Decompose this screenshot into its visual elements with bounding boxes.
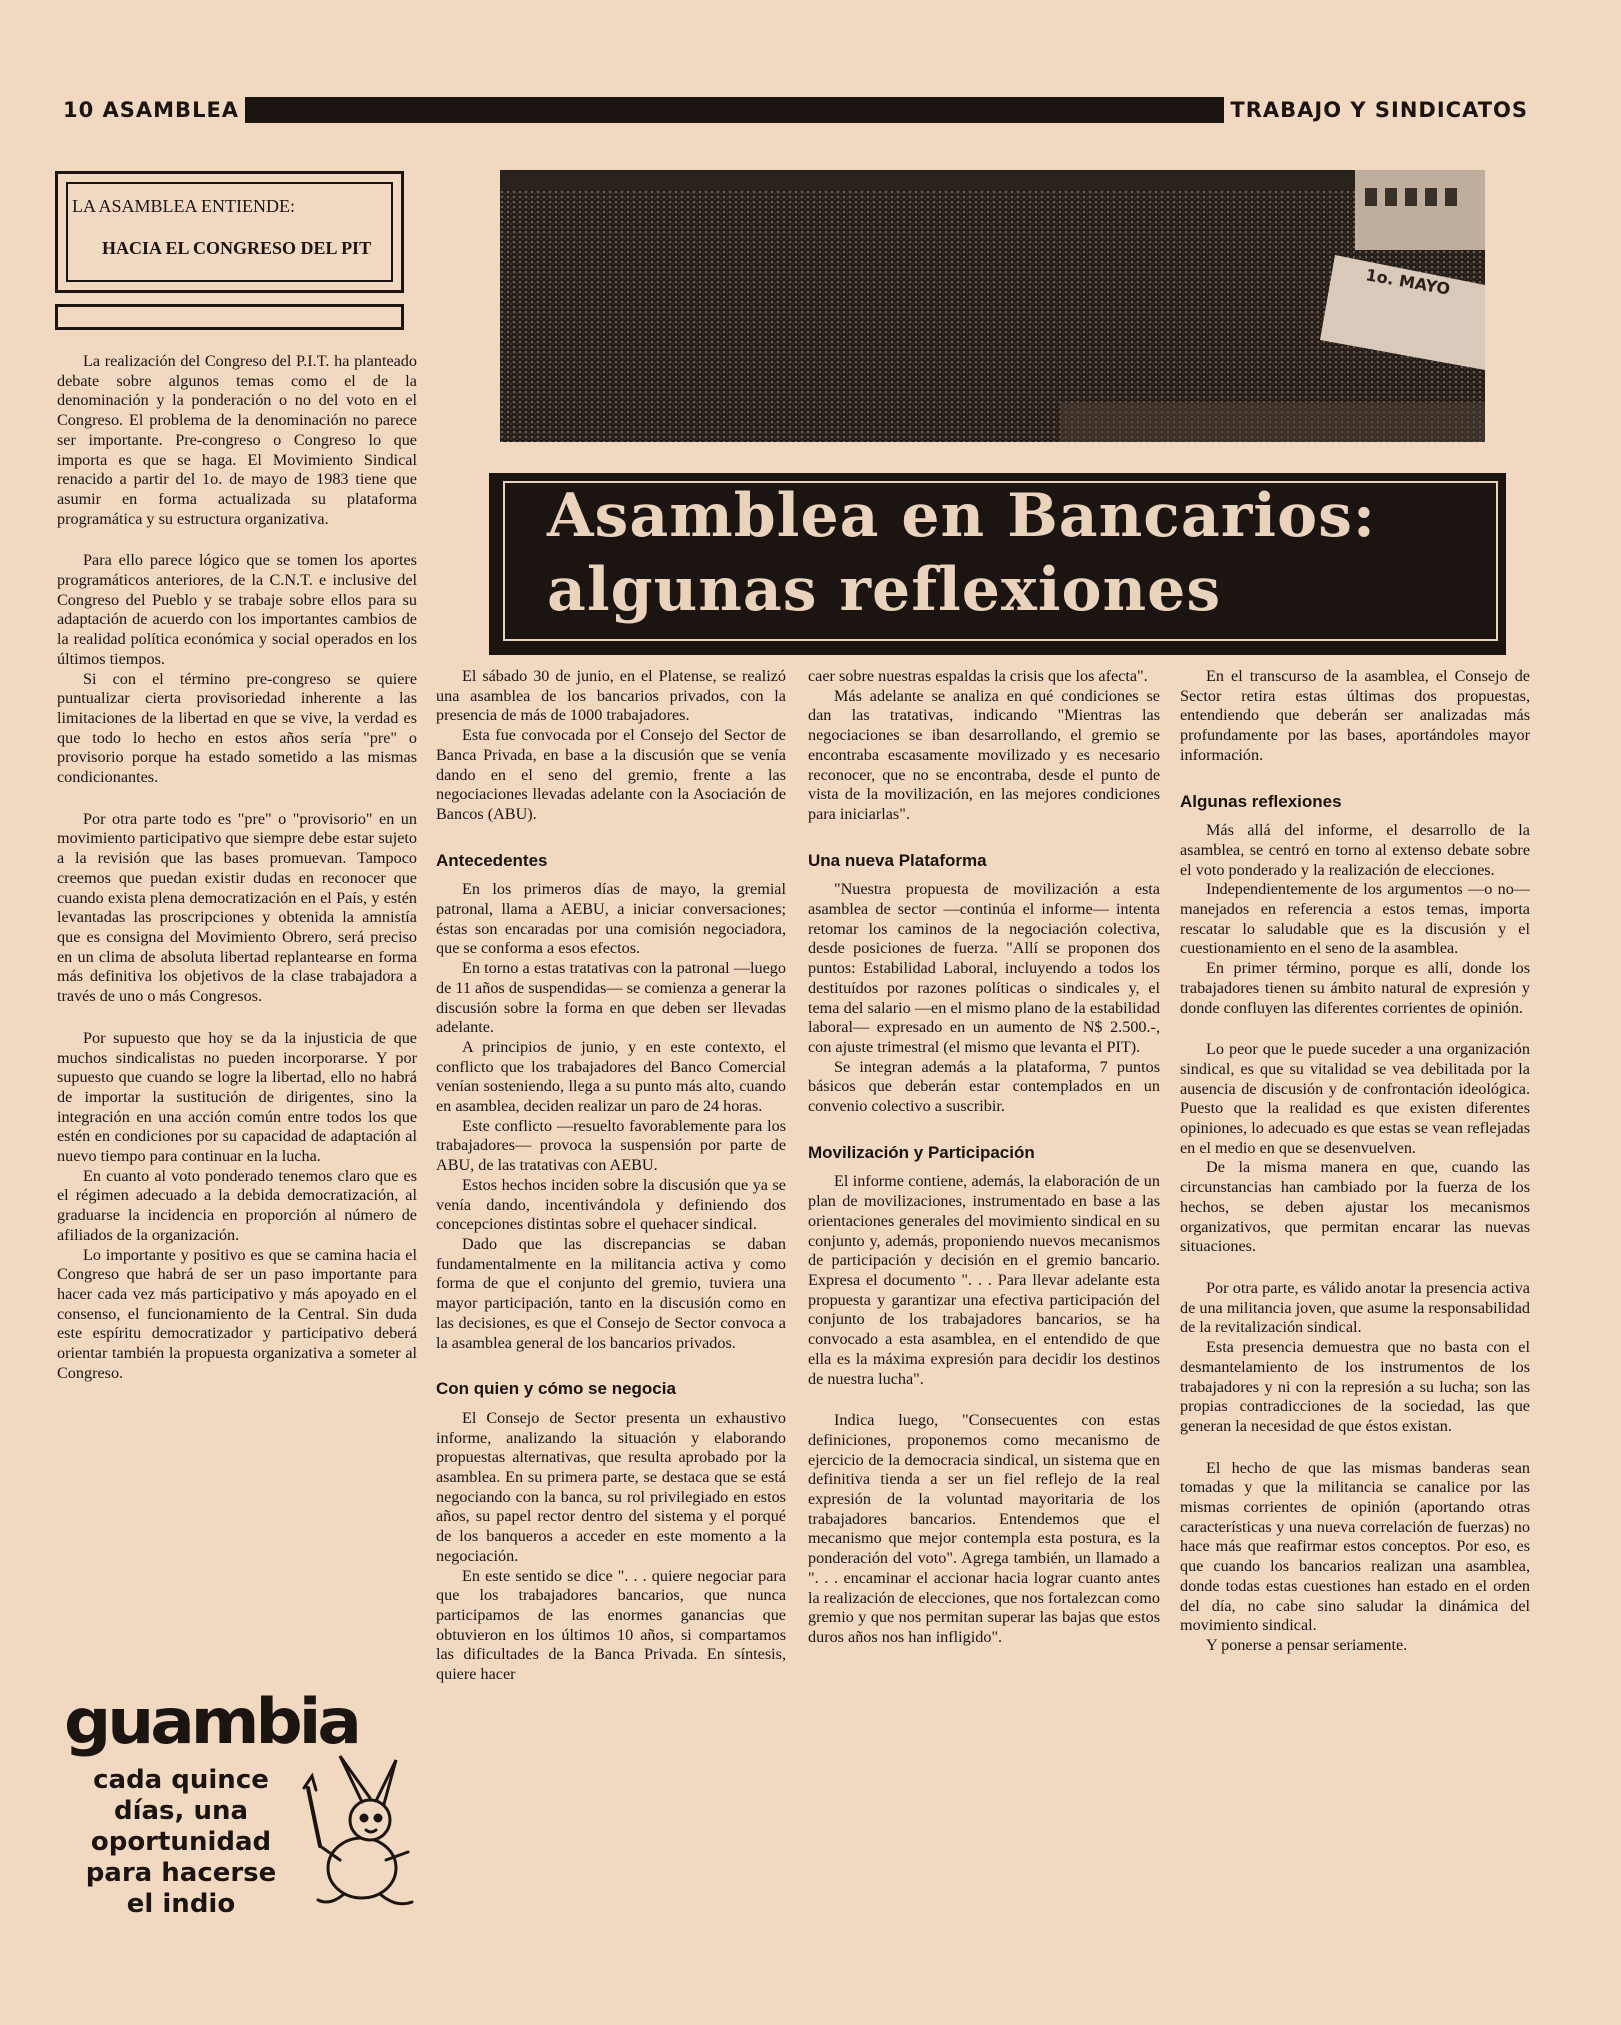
ad-line: el indio xyxy=(126,1889,236,1919)
ad-line: días, una xyxy=(113,1796,249,1826)
article-paragraph: caer sobre nuestras espaldas la crisis que los afecta". xyxy=(808,667,1148,685)
article-paragraph: El sábado 30 de junio, en el Platense, se realizó una asamblea de los bancarios privados, con la presencia de más de 1000 trabajadores. xyxy=(436,667,786,725)
page-section-label: 10 ASAMBLEA xyxy=(57,97,245,123)
sidebar-paragraph: Por supuesto que hoy se da la injusticia de que muchos sindicalistas no pueden incorporarse. Y por supuesto que cuando se logre la libertad, ello no habrá de importar la sustitución de dirigentes, sino la integración en una acción común entre todos los que estén en condiciones por su capacidad de adaptación al nuevo tiempo para continuar en la lucha. xyxy=(57,1028,417,1166)
article-paragraph: Este conflicto —resuelto favorablemente para los trabajadores— provoca la suspensión por parte de ABU, de las tratativas con AEBU. xyxy=(436,1116,786,1175)
article-paragraph: En los primeros días de mayo, la gremial patronal, llama a AEBU, a iniciar conversaciones; éstas son encaradas por una comisión negociadora, que se conforma a esos efectos. xyxy=(436,880,786,958)
article-subheading: Con quien y cómo se negocia xyxy=(436,1379,676,1399)
article-paragraph: Estos hechos inciden sobre la discusión que ya se venía dando, incentivándola y definiendo dos concepciones distintas sobre el quehacer sindical. xyxy=(436,1175,786,1234)
article-paragraph: Más allá del informe, el desarrollo de la asamblea, se centró en torno al extenso debate sobre el voto ponderado y la realización de elecciones. xyxy=(1180,821,1530,879)
sidebar-title-box xyxy=(55,171,404,293)
sidebar-title: HACIA EL CONGRESO DEL PIT xyxy=(102,238,372,258)
article-subheading: Movilización y Participación xyxy=(808,1142,1035,1162)
ad-line: oportunidad xyxy=(90,1827,272,1857)
article-paragraph: Esta fue convocada por el Consejo del Sector de Banca Privada, en base a la discusión que se venía dando en el seno del gremio, frente a las negociaciones llevadas adelante con la Asociación de Bancos (ABU). xyxy=(436,726,786,823)
article-column-2 xyxy=(808,667,1160,1648)
sidebar-kicker: LA ASAMBLEA ENTIENDE: xyxy=(72,196,295,216)
article-paragraph: En el transcurso de la asamblea, el Consejo de Sector retira estas últimas dos propuestas, entendiendo que deberán ser analizadas más profundamente por las bases, aportándoles mayor información. xyxy=(1180,667,1530,764)
sidebar-underline-box xyxy=(55,304,404,330)
sidebar-paragraph: Para ello parece lógico que se tomen los aportes programáticos anteriores, de la C.N.T. e inclusive del Congreso del Pueblo y se trabaje sobre ellos para su adaptación de acuerdo con los importantes cambios de la realidad política económica y social operados en los últimos tiempos. xyxy=(57,551,417,668)
article-paragraph: De la misma manera en que, cuando las circunstancias han cambiado por la fuerza de los hechos, se deben ajustar los mecanismos organizativos, que permitan encarar las nuevas situaciones. xyxy=(1180,1158,1530,1256)
article-title-line2: algunas reflexiones xyxy=(547,555,1222,625)
sidebar-paragraph: La realización del Congreso del P.I.T. ha planteado debate sobre algunos temas como el de la denominación y la ponderación o no del voto en el Congreso. El problema de la denominación no parece ser importante. Pre-congreso o Congreso lo que importa es que se haga. El Movimiento Sindical renacido a partir del 1o. de mayo de 1983 tiene que asumir en forma actualizada su plataforma programática y su estructura organizativa. xyxy=(57,352,417,528)
article-subheading: Antecedentes xyxy=(436,850,548,870)
article-paragraph: El informe contiene, además, la elaboración de un plan de movilizaciones, instrumentado en base a las orientaciones generales del movimiento sindical en su conjunto y, además, proponiendo nuevos mecanismos de participación y decisión en el gremio bancario. Expresa el documento ". . . Para llevar adelante esta propuesta y garantizar una efectiva participación del conjunto de los trabajadores bancarios, se ha convocado a esta asamblea, en el entendido de que ella es la máxima expresión para decidir los destinos de nuestra lucha". xyxy=(808,1172,1160,1388)
section-label: TRABAJO Y SINDICATOS xyxy=(1224,97,1534,123)
sidebar-paragraph: En cuanto al voto ponderado tenemos claro que es el régimen adecuado a la debida democratización, al graduarse la incidencia en proporción al número de afiliados de la organización. xyxy=(57,1166,417,1244)
photo-banner-text: 1o. MAYO xyxy=(1364,265,1452,299)
article-title-line1: Asamblea en Bancarios: xyxy=(547,481,1377,551)
sidebar-paragraph: Por otra parte todo es "pre" o "provisorio" en un movimiento participativo que siempre debe estar sujeto a la revisión que las bases promuevan. Tampoco creemos que puedan existir dudas en reconocer que cuando exista plena democratización en el País, y estén levantadas las proscripciones y obtenida la amnistía que es consigna del Movimiento Obrero, será preciso en un clima de absoluta libertad replantearse en forma más definitiva los objetivos de la clase trabajadora a través de uno o más Congresos. xyxy=(57,809,417,1006)
article-paragraph: En este sentido se dice ". . . quiere negociar para que los trabajadores bancarios, que nunca participamos de las enormes ganancias que obtuvieron en los últimos 10 años, si compartamos las dificultades de la Banca Privada. En síntesis, quiere hacer xyxy=(436,1566,786,1684)
article-paragraph: Lo peor que le puede suceder a una organización sindical, es que su vitalidad se vea debilitada por la ausencia de discusión y de confrontación ideológica. Puesto que la realidad es que existen diferentes opiniones, lo adecuado es que estas se vean reflejadas en el medio en que se desenvuelven. xyxy=(1180,1040,1530,1157)
article-paragraph: En primer término, porque es allí, donde los trabajadores tienen su ámbito natural de expresión y donde confluyen las diferentes corrientes de opinión. xyxy=(1180,959,1530,1017)
article-column-3 xyxy=(1180,667,1530,1656)
sidebar-paragraph: Lo importante y positivo es que se camina hacia el Congreso que habrá de ser un paso importante para hacer cada vez más participativo y más apoyado en el consenso, el funcionamiento de la Central. Sin duda este espíritu democratizador y participativo deberá orientar también la propuesta organizativa a someter al Congreso. xyxy=(57,1245,417,1382)
article-paragraph: "Nuestra propuesta de movilización a esta asamblea de sector —continúa el informe— intenta retomar los caminos de la negociación colectiva, desde posiciones de fuerza. "Allí se proponen dos puntos: Estabilidad Laboral, incluyendo a todos los destituídos por razones políticas o sindicales y, el tema del salario —en el mismo plano de la estabilidad laboral— expresado en un aumento de N$ 2.500.-, con ajuste trimestral (el mismo que levanta el PIT). xyxy=(808,880,1160,1056)
article-subheading: Una nueva Plataforma xyxy=(808,850,987,870)
article-paragraph: Y ponerse a pensar seriamente. xyxy=(1206,1635,1408,1654)
article-subheading: Algunas reflexiones xyxy=(1180,791,1342,811)
ad-logo: guambia xyxy=(64,1684,358,1759)
rabbit-illustration xyxy=(300,1748,425,1918)
article-paragraph: Más adelante se analiza en qué condiciones se dan las tratativas, indicando "Mientras las negociaciones se iban desarrollando, el gremio se encontraba escasamente movilizado y es necesario reconocer, que no se encontraba, desde el punto de vista de la movilización, en las mejores condiciones para iniciarlas". xyxy=(808,686,1160,823)
ad-line: para hacerse xyxy=(85,1858,277,1888)
sidebar-column xyxy=(57,352,417,1383)
article-paragraph: El hecho de que las mismas banderas sean tomadas y que la militancia se canalice por las mismas corrientes de opinión (aportando otras características y una nueva correlación de fuerzas) no hace más que reafirmar estos conceptos. Por eso, es que cuando los bancarios realizan una asamblea, donde todas estas cuestiones han estado en el orden del día, no cabe sino saludar la dinámica del movimiento sindical. xyxy=(1180,1458,1530,1635)
article-paragraph: A principios de junio, y en este contexto, el conflicto que los trabajadores del Banco Comercial venían sosteniendo, llega a su punto más alto, cuando en asamblea, deciden realizar un paro de 24 horas. xyxy=(436,1037,786,1116)
crowd-photo xyxy=(500,170,1485,442)
sidebar-paragraph: Si con el término pre-congreso se quiere puntualizar cierta provisoriedad inherente a las limitaciones de la libertad en que se vive, la verdad es que todo lo hecho en estos años sería "pre" o provisorio porque ha estado sometido a las mismas condicionantes. xyxy=(57,669,417,787)
article-paragraph: Se integran además a la plataforma, 7 puntos básicos que deberán estar contemplados en un convenio colectivo a suscribir. xyxy=(808,1057,1160,1116)
article-paragraph: El Consejo de Sector presenta un exhaustivo informe, analizando la situación y elaborando propuestas alternativas, que resulta aprobado por la asamblea. En su primera parte, se destaca que se está negociando con la banca, su rol privilegiado en estos años, su papel rector dentro del sistema y el porqué de los banqueros a acceder en este momento a la negociación. xyxy=(436,1408,786,1565)
article-paragraph: Esta presencia demuestra que no basta con el desmantelamiento de los instrumentos de los trabajadores y ni con la represión a su lucha; son las propias contradicciones de la sociedad, las que generan la necesidad de que éstos existan. xyxy=(1180,1338,1530,1435)
article-paragraph: Independientemente de los argumentos —o no— manejados en referencia a estos temas, importa rescatar lo saludable que es la discusión y el cuestionamiento en el seno de la asamblea. xyxy=(1180,880,1530,958)
article-paragraph: Dado que las discrepancias se daban fundamentalmente en la militancia activa y como forma de que el conjunto del gremio, tuviera una mayor participación, tanto en la discusión como en las decisiones, es que el Consejo de Sector convoca a la asamblea general de los bancarios privados. xyxy=(436,1234,786,1352)
article-column-1 xyxy=(436,667,786,1685)
article-paragraph: Indica luego, "Consecuentes con estas definiciones, proponemos como mecanismo de ejercicio de la democracia sindical, un sistema que en definitiva tienda a ser un fiel reflejo de la real expresión de la voluntad mayoritaria de los trabajadores bancarios. Entendemos que el mecanismo que mejor contempla esta postura, es la ponderación del voto". Agrega también, un llamado a ". . . encaminar el accionar hacia lograr cuanto antes la realización de elecciones, que nos fortalezcan como gremio y que nos permitan superar las bajas que estos duros años nos han infligido". xyxy=(808,1411,1160,1646)
article-paragraph: Por otra parte, es válido anotar la presencia activa de una militancia joven, que asume la responsabilidad de la revitalización sindical. xyxy=(1180,1278,1530,1337)
ad-slogan xyxy=(66,1765,296,1920)
ad-line: cada quince xyxy=(93,1765,269,1795)
article-paragraph: En torno a estas tratativas con la patronal —luego de 11 años de suspendidas— se comienza a generar la discusión sobre la forma en que deben ser llevadas adelante. xyxy=(436,959,786,1037)
article-title-box xyxy=(489,473,1506,655)
